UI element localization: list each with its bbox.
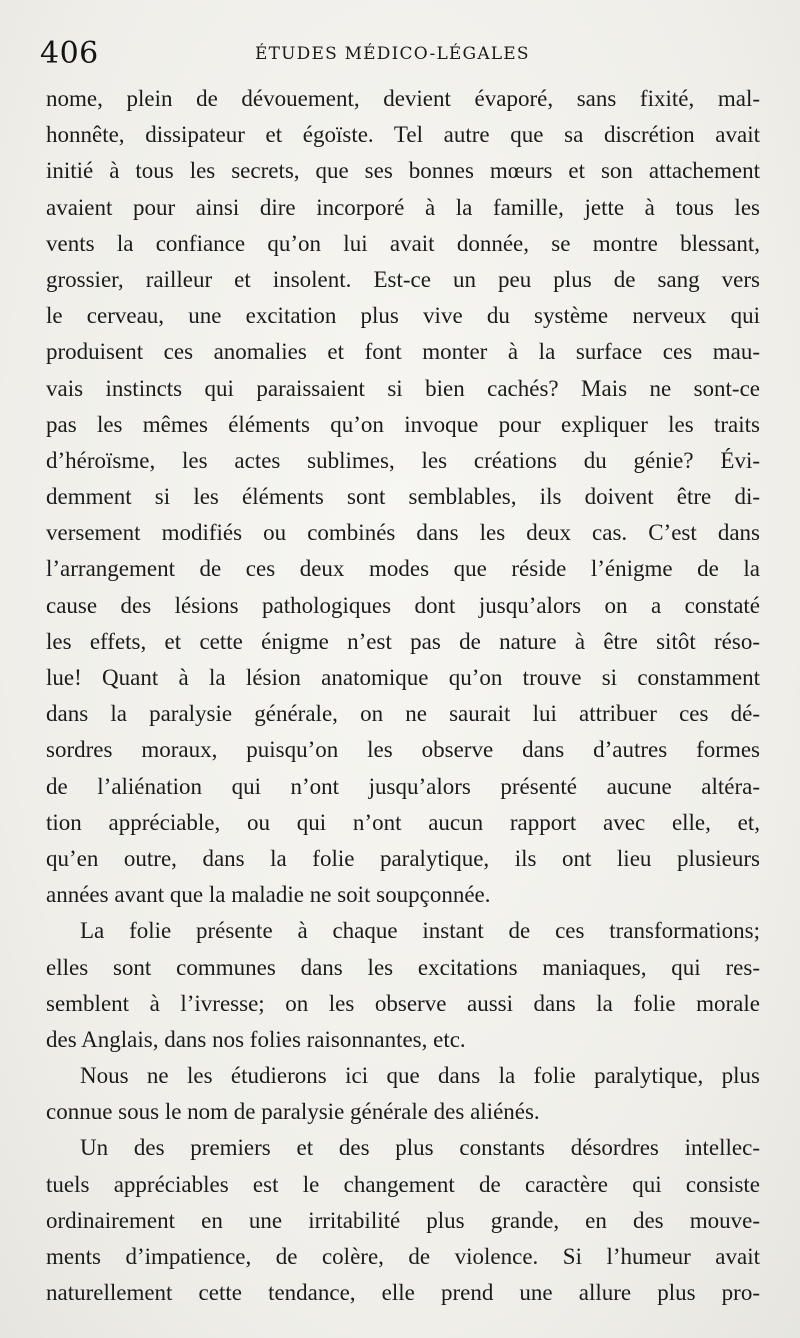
text-line: Un des premiers et des plus constants désordres intellec- [80,1135,760,1161]
text-line: semblent à l’ivresse; on les observe aussi dans la folie morale [46,990,760,1016]
text-line: pas les mêmes éléments qu’on invoque pour expliquer les traits [46,411,760,437]
text-line: La folie présente à chaque instant de ces transformations; [80,918,760,944]
text-line: naturellement cette tendance, elle prend une allure plus pro- [46,1280,760,1306]
text-line: qu’en outre, dans la folie paralytique, ils ont lieu plusieurs [46,845,760,871]
text-line: tion appréciable, ou qui n’ont aucun rapport avec elle, et, [46,809,760,835]
text-line: sordres moraux, puisqu’on les observe dans d’autres formes [46,737,760,763]
text-line: grossier, railleur et insolent. Est-ce un peu plus de sang vers [46,266,760,292]
page-header [40,34,760,74]
text-line: l’arrangement de ces deux modes que réside l’énigme de la [46,556,760,582]
text-line: initié à tous les secrets, que ses bonnes mœurs et son attachement [46,158,760,184]
text-line: ordinairement en une irritabilité plus grande, en des mouve- [46,1207,760,1233]
running-head: ÉTUDES MÉDICO-LÉGALES [255,44,530,64]
text-line: vents la confiance qu’on lui avait donnée, se montre blessant, [46,230,760,256]
page-number: 406 [40,36,99,71]
text-line: produisent ces anomalies et font monter à la surface ces mau- [46,339,760,365]
text-line: dans la paralysie générale, on ne saurait lui attribuer ces dé- [46,701,760,727]
text-line: cause des lésions pathologiques dont jusqu’alors on a constaté [46,592,760,618]
text-line: ments d’impatience, de colère, de violence. Si l’humeur avait [46,1244,760,1269]
text-line: avaient pour ainsi dire incorporé à la famille, jette à tous les [46,194,760,220]
text-line: demment si les éléments sont semblables, ils doivent être di- [46,484,760,510]
text-line: d’héroïsme, les actes sublimes, les créations du génie? Évi- [46,447,760,473]
text-line: Nous ne les étudierons ici que dans la folie paralytique, plus [80,1063,760,1089]
text-line: honnête, dissipateur et égoïste. Tel autre que sa discrétion avait [46,122,760,148]
text-line: nome, plein de dévouement, devient évaporé, sans fixité, mal- [46,86,760,111]
text-line: le cerveau, une excitation plus vive du système nerveux qui [46,303,760,329]
text-line: de l’aliénation qui n’ont jusqu’alors présenté aucune altéra- [46,773,760,799]
text-line: versement modifiés ou combinés dans les deux cas. C’est dans [46,520,760,546]
text-line: les effets, et cette énigme n’est pas de nature à être sitôt réso- [46,628,760,654]
text-line: elles sont communes dans les excitations maniaques, qui res- [46,954,760,980]
text-line: connue sous le nom de paralysie générale des aliénés. [46,1099,540,1125]
text-line: lue! Quant à la lésion anatomique qu’on trouve si constamment [46,665,760,690]
text-line: tuels appréciables est le changement de caractère qui consiste [46,1171,760,1197]
text-line: des Anglais, dans nos folies raisonnantes, etc. [46,1026,466,1052]
body-text [46,81,760,1311]
text-line: vais instincts qui paraissaient si bien cachés? Mais ne sont-ce [46,375,760,401]
text-line: années avant que la maladie ne soit soupçonnée. [46,882,491,908]
